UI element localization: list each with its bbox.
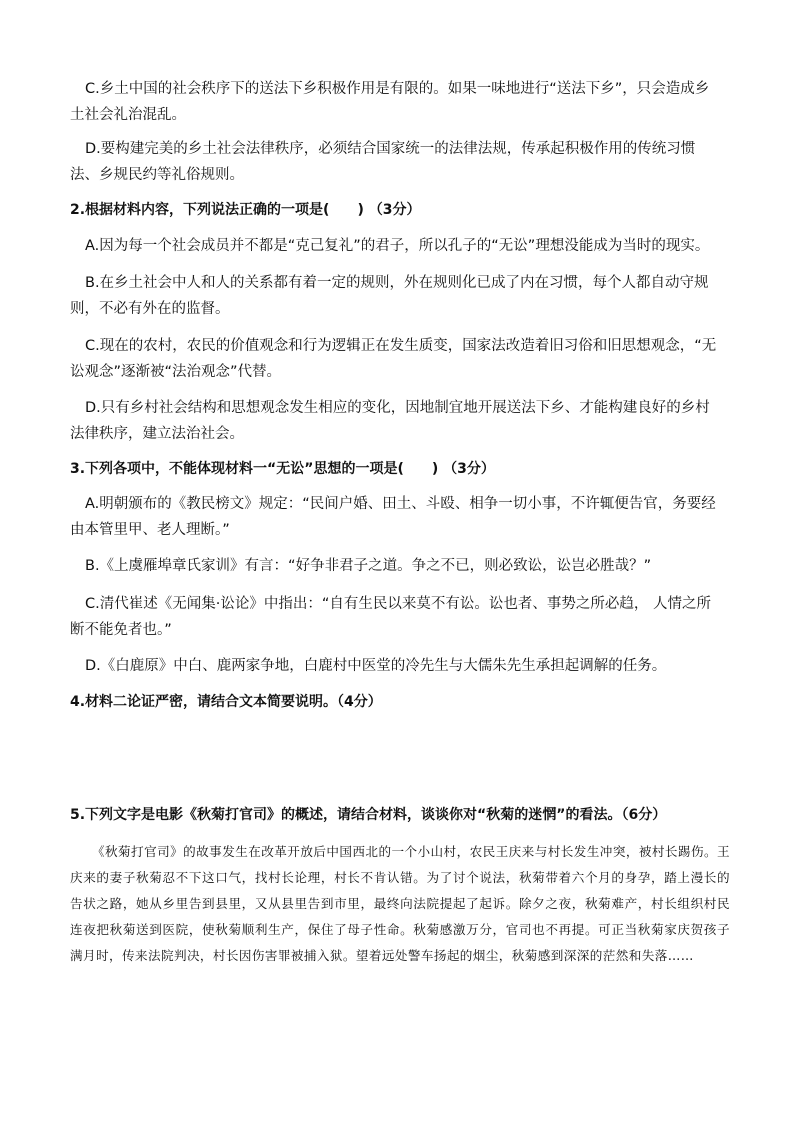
q2-option-d: D.只有乡村社会结构和思想观念发生相应的变化，因地制宜地开展送法下乡、才能构建良好的乡村法律秩序，建立法治社会。: [70, 400, 710, 442]
q1-option-c: C.乡土中国的社会秩序下的送法下乡积极作用是有限的。如果一味地进行“送法下乡”，只会造成乡土社会礼治混乱。: [70, 81, 710, 123]
q3-option-c: C.清代崔述《无闻集·讼论》中指出：“自有生民以来莫不有讼。讼也者、事势之所必趋， 人情之所断不能免者也。”: [70, 596, 711, 638]
q5-stem: 5.下列文字是电影《秋菊打官司》的概述，请结合材料，谈谈你对“秋菊的迷惘”的看法。（6分）: [70, 807, 667, 823]
q2-option-c: C.现在的农村，农民的价值观念和行为逻辑正在发生质变，国家法改造着旧习俗和旧思想观念，“无讼观念”逐渐被“法治观念”代替。: [70, 338, 717, 380]
q2-option-b: B.在乡土社会中人和人的关系都有着一定的规则，外在规则化已成了内在习惯，每个人都自动守规则，不必有外在的监督。: [70, 275, 709, 317]
q3-option-d: D.《白鹿原》中白、鹿两家争地，白鹿村中医堂的冷先生与大儒朱先生承担起调解的任务。: [85, 658, 667, 674]
q1-option-d: D.要构建完美的乡土社会法律秩序，必须结合国家统一的法律法规，传承起积极作用的传统习惯法、乡规民约等礼俗规则。: [70, 141, 696, 183]
q2-option-a: A.因为每一个社会成员并不都是“克己复礼”的君子，所以孔子的“无讼”理想没能成为当时的现实。: [85, 238, 710, 254]
q3-option-a: A.明朝颁布的《教民榜文》规定：“民间户婚、田土、斗殴、相争一切小事，不许辄便告官，务要经由本管里甲、老人理断。”: [70, 496, 716, 538]
q5-passage: 《秋菊打官司》的故事发生在改革开放后中国西北的一个小山村，农民王庆来与村长发生冲突，被村长踢伤。王庆来的妻子秋菊忍不下这口气，找村长论理，村长不肯认错。为了讨个说法，秋菊带着六个月的身孕，踏上漫长的告状之路，她从乡里告到县里，又从县里告到市里，最终向法院提起了起诉。除夕之夜，秋菊难产，村长组织村民连夜把秋菊送到医院，使秋菊顺利生产，保住了母子性命。秋菊感激万分，官司也不再提。可正当秋菊家庆贺孩子满月时，传来法院判决，村长因伤害罪被捕入狱。望着远处警车扬起的烟尘，秋菊感到深深的茫然和失落……: [70, 844, 730, 963]
q2-stem: 2.根据材料内容，下列说法正确的一项是( ) （3分）: [70, 202, 421, 218]
q3-option-b: B.《上虞雁埠章氏家训》有言：“好争非君子之道。争之不已，则必致讼，讼岂必胜哉？”: [85, 558, 652, 574]
q4-stem: 4.材料二论证严密，请结合文本简要说明。（4分）: [70, 694, 382, 710]
q3-stem: 3.下列各项中，不能体现材料一“无讼”思想的一项是( ) （3分）: [70, 461, 495, 477]
